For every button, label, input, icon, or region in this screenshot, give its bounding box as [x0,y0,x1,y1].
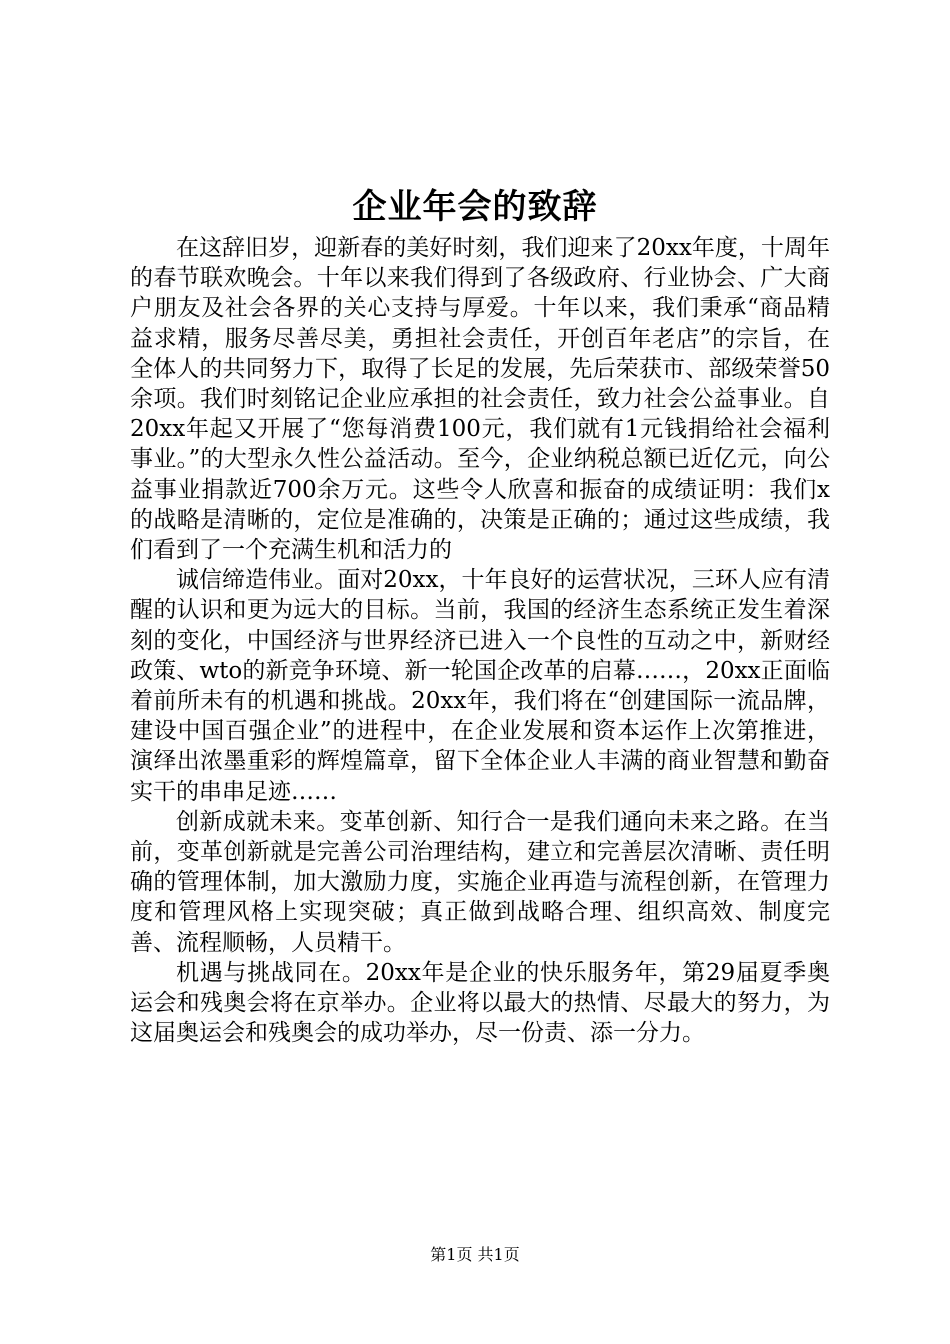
document-body [130,233,830,1048]
document-title: 企业年会的致辞 [352,187,598,227]
page-number-footer: 第1页 共1页 [430,1245,520,1264]
paragraph-2: 诚信缔造伟业。面对20xx，十年良好的运营状况，三环人应有清醒的认识和更为远大的目标。当前，我国的经济生态系统正发生着深刻的变化，中国经济与世界经济已进入一个良性的互动之中，新财经政策、wto的新竞争环境、新一轮国企改革的启幕……，20xx正面临着前所未有的机遇和挑战。20xx年，我们将在“创建国际一流品牌，建设中国百强企业”的进程中，在企业发展和资本运作上次第推进，演绎出浓墨重彩的辉煌篇章，留下全体企业人丰满的商业智慧和勤奋实干的串串足迹…… [130,567,830,805]
paragraph-4: 机遇与挑战同在。20xx年是企业的快乐服务年，第29届夏季奥运会和残奥会将在京举办。企业将以最大的热情、尽最大的努力，为这届奥运会和残奥会的成功举办，尽一份责、添一分力。 [130,959,830,1047]
paragraph-1: 在这辞旧岁，迎新春的美好时刻，我们迎来了20xx年度，十周年的春节联欢晚会。十年以来我们得到了各级政府、行业协会、广大商户朋友及社会各界的关心支持与厚爱。十年以来，我们秉承“商品精益求精，服务尽善尽美，勇担社会责任，开创百年老店”的宗旨，在全体人的共同努力下，取得了长足的发展，先后荣获市、部级荣誉50余项。我们时刻铭记企业应承担的社会责任，致力社会公益事业。自20xx年起又开展了“您每消费100元，我们就有1元钱捐给社会福利事业。”的大型永久性公益活动。至今，企业纳税总额已近亿元，向公益事业捐款近700余万元。这些令人欣喜和振奋的成绩证明：我们x的战略是清晰的，定位是准确的，决策是正确的；通过这些成绩，我们看到了一个充满生机和活力的 [130,235,830,564]
paragraph-3: 创新成就未来。变革创新、知行合一是我们通向未来之路。在当前，变革创新就是完善公司治理结构，建立和完善层次清晰、责任明确的管理体制，加大激励力度，实施企业再造与流程创新，在管理力度和管理风格上实现突破；真正做到战略合理、组织高效、制度完善、流程顺畅，人员精干。 [130,808,830,956]
